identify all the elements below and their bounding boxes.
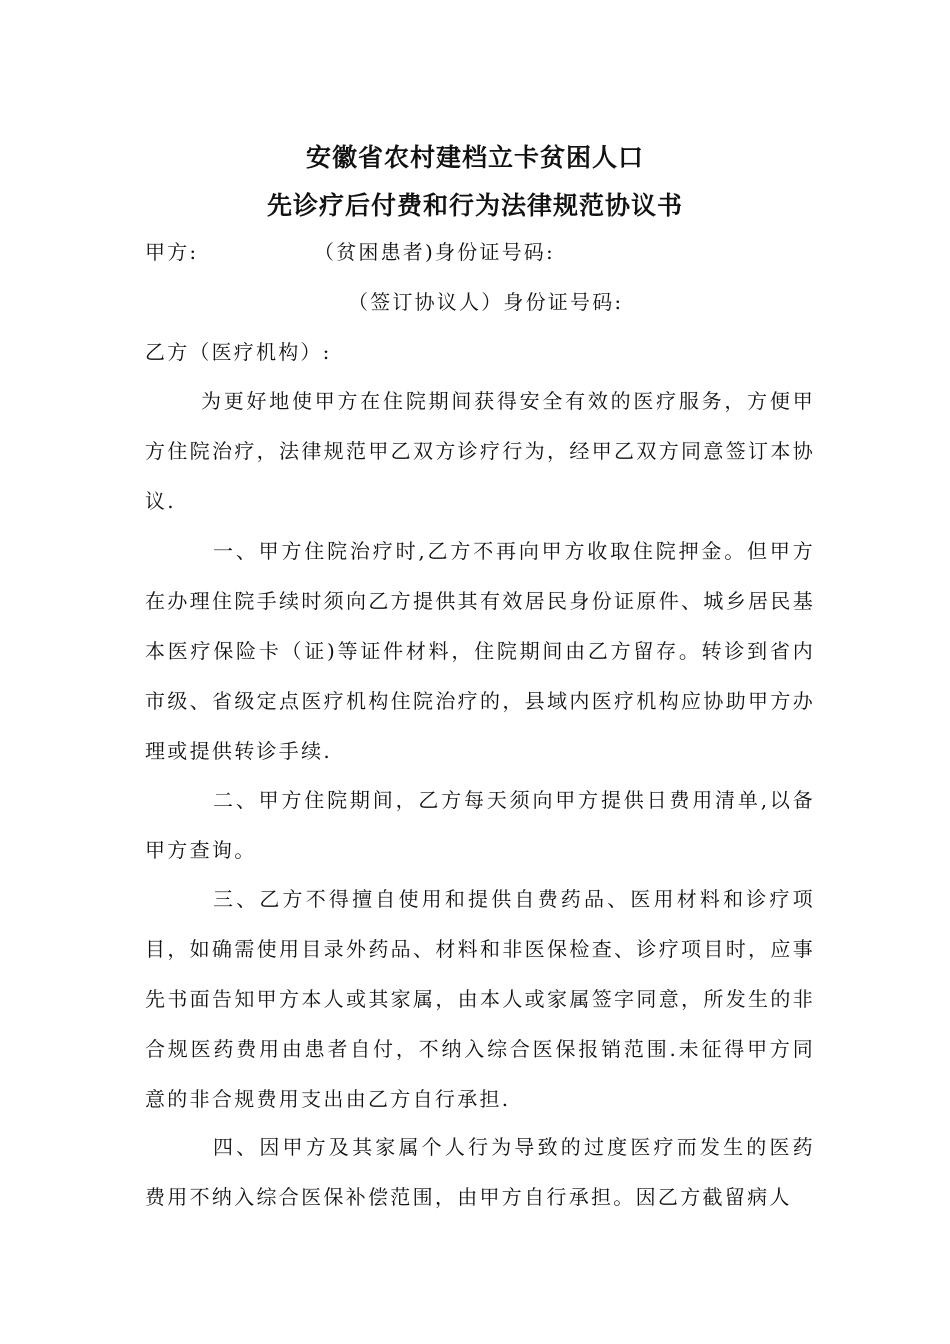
party-a-patient-id-field: （贫困患者)身份证号码:: [314, 240, 555, 264]
clause-4-paragraph: 四、因甲方及其家属个人行为导致的过度医疗而发生的医药费用不纳入综合医保补偿范围，由甲方自行承担。因乙方截留病人: [145, 1135, 815, 1209]
document-title-line-1: 安徽省农村建档立卡贫困人口: [305, 143, 644, 172]
party-a-label: 甲方:: [145, 240, 199, 264]
clause-2-paragraph: 二、甲方住院期间，乙方每天须向甲方提供日费用清单,以备甲方查询。: [145, 788, 815, 862]
document-title-line-2: 先诊疗后付费和行为法律规范协议书: [266, 191, 683, 220]
party-b-label: 乙方（医疗机构）:: [145, 340, 332, 364]
clause-1-paragraph: 一、甲方住院治疗时,乙方不再向甲方收取住院押金。但甲方在办理住院手续时须向乙方提供其有效居民身份证原件、城乡居民基本医疗保险卡（证)等证件材料，住院期间由乙方留存。转诊到省内市级、省级定点医疗机构住院治疗的，县域内医疗机构应协助甲方办理或提供转诊手续.: [145, 539, 815, 763]
party-a-signer-id-field: （签订协议人）身份证号码:: [348, 290, 624, 314]
clause-3-paragraph: 三、乙方不得擅自使用和提供自费药品、医用材料和诊疗项目，如确需使用目录外药品、材料和非医保检查、诊疗项目时，应事先书面告知甲方本人或其家属，由本人或家属签字同意，所发生的非合规医药费用由患者自付，不纳入综合医保报销范围.未征得甲方同意的非合规费用支出由乙方自行承担.: [145, 887, 815, 1111]
intro-paragraph: 为更好地使甲方在住院期间获得安全有效的医疗服务，方便甲方住院治疗，法律规范甲乙双方诊疗行为，经甲乙双方同意签订本协议.: [145, 389, 815, 513]
